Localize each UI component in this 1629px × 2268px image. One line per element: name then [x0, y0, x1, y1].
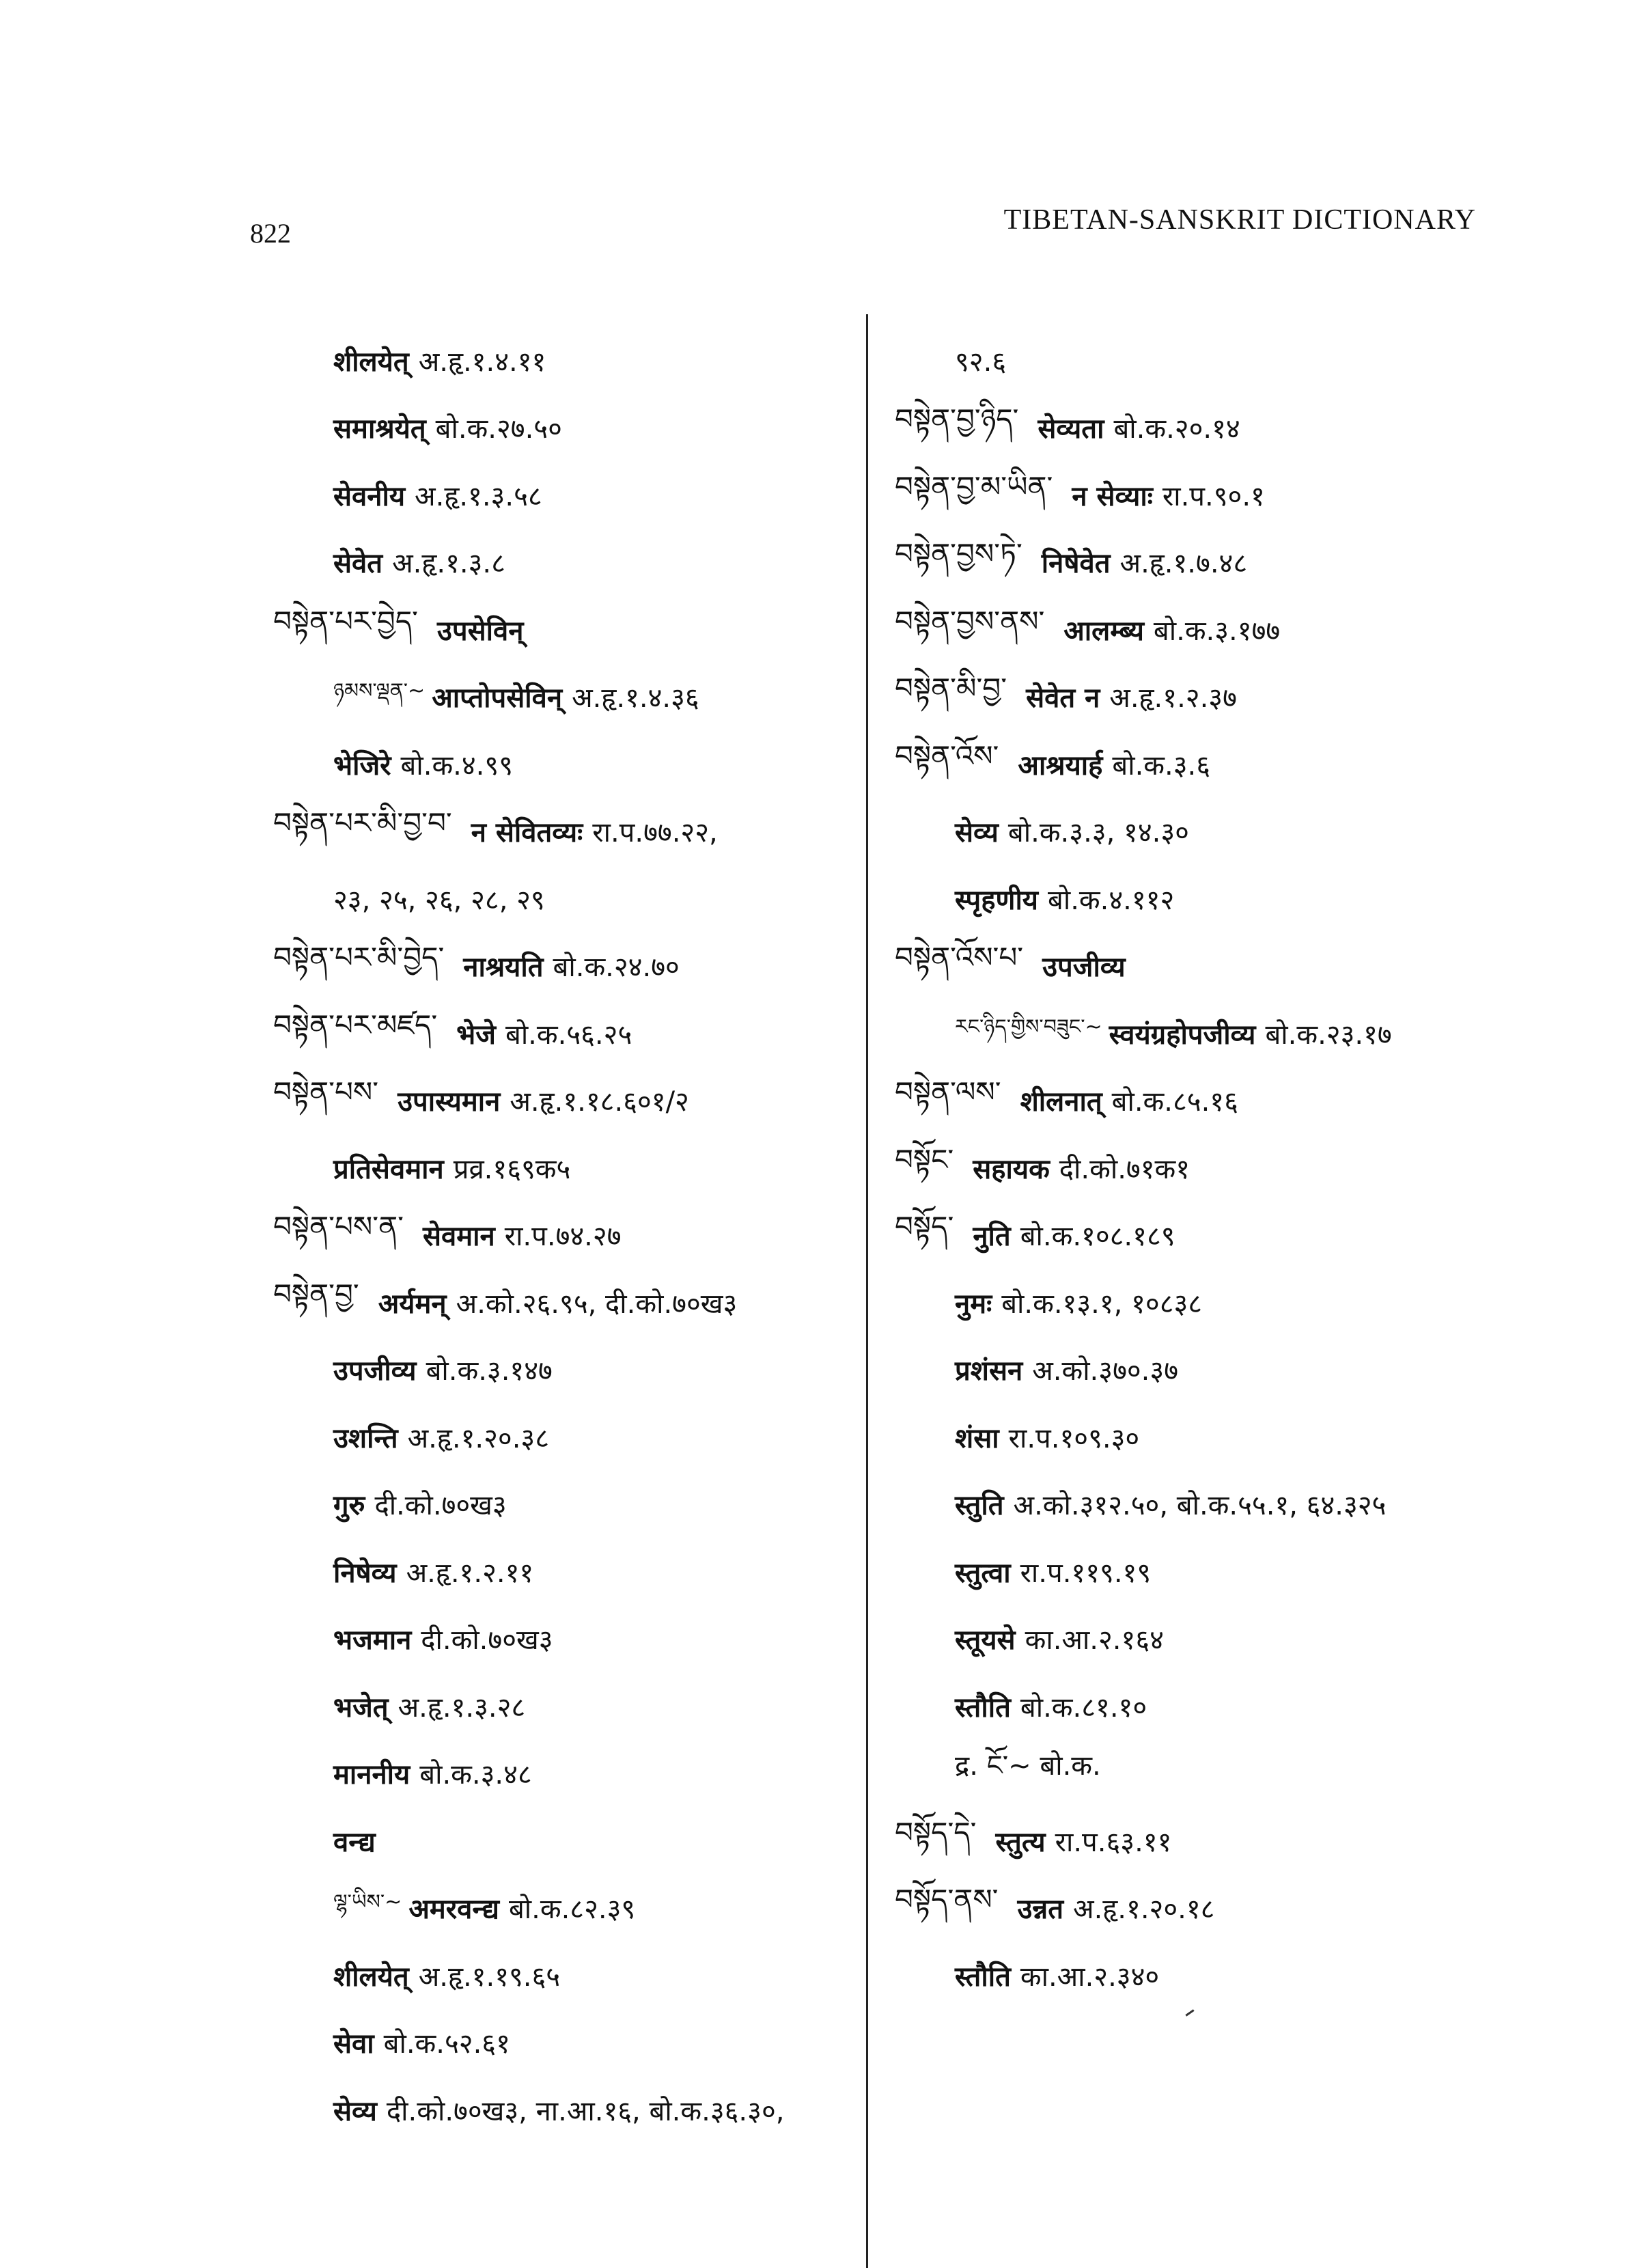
- dictionary-headword: [895, 1875, 1509, 1942]
- tibetan-term: བསྟེན་བྱ་: [273, 1277, 359, 1311]
- dictionary-headword: [273, 1202, 861, 1269]
- sense-line: [895, 1269, 1509, 1336]
- sense-line: [273, 1740, 861, 1808]
- sanskrit-equivalent: स्तौति: [955, 1961, 1011, 1993]
- tibetan-compound-prefix: ལྷ་ཡིས་~: [333, 1890, 402, 1914]
- source-reference: रा.प.६३.११: [1055, 1826, 1172, 1858]
- dictionary-headword: [273, 999, 861, 1067]
- sense-line: [895, 1403, 1509, 1471]
- right-column: [895, 327, 1509, 2009]
- dictionary-headword: [273, 1269, 861, 1336]
- source-reference: अ.हृ.१.२.३७: [1109, 682, 1237, 715]
- sanskrit-equivalent: उपास्यमान: [398, 1086, 501, 1118]
- source-reference: बो.क.१३.१, १०८३८: [1001, 1288, 1203, 1320]
- sense-line: [273, 1471, 861, 1538]
- source-reference: बो.क.२४.७०: [553, 952, 680, 984]
- dictionary-headword: [273, 596, 861, 663]
- source-reference: रा.प.१०९.३०: [1008, 1422, 1140, 1454]
- source-reference: बो.क.४.११२: [1048, 884, 1175, 916]
- sense-line: [273, 1941, 861, 2009]
- source-reference: रा.प.७७.२२,: [592, 817, 718, 849]
- sense-line: [273, 1403, 861, 1471]
- sanskrit-equivalent: सेवनीय: [333, 480, 406, 512]
- tibetan-compound-prefix: ཉམས་ལྡན་~: [333, 678, 426, 703]
- page-number: 822: [250, 218, 291, 249]
- source-reference: दी.को.७१क१: [1059, 1153, 1191, 1185]
- dictionary-headword: [273, 1067, 861, 1135]
- source-reference: अ.हृ.१.२०.३८: [407, 1422, 550, 1454]
- dictionary-headword: [895, 1202, 1509, 1269]
- tibetan-term: བསྟེན་བྱ་མ་ཡིན་: [895, 469, 1053, 503]
- sense-line: [895, 798, 1509, 866]
- sense-line: [273, 1807, 861, 1875]
- sanskrit-equivalent: सेवमान: [422, 1221, 495, 1253]
- dictionary-headword: [895, 663, 1509, 731]
- sense-line: [273, 394, 861, 462]
- tibetan-term: བསྟེན་འོས་པ་: [895, 941, 1024, 975]
- sanskrit-equivalent: अमरवन्द्य: [408, 1894, 499, 1926]
- sanskrit-equivalent: वन्द्य: [333, 1826, 376, 1858]
- source-reference: बो.क.२७.५०: [435, 413, 562, 445]
- sanskrit-equivalent: सहायक: [973, 1153, 1050, 1185]
- sense-line: [273, 1336, 861, 1404]
- tibetan-term: བསྟེན་པས་: [273, 1075, 379, 1109]
- source-reference: अ.हृ.१.४.११: [418, 346, 546, 378]
- source-reference: बो.क.३.४८: [419, 1759, 532, 1791]
- tibetan-term: བསྟེན་ལས་: [895, 1075, 1001, 1109]
- sanskrit-equivalent: स्पृहणीय: [955, 884, 1038, 916]
- sanskrit-equivalent: भजमान: [333, 1624, 412, 1657]
- sense-line: [273, 461, 861, 529]
- dictionary-headword: [895, 932, 1509, 1000]
- source-reference: दी.को.७०ख३: [421, 1624, 553, 1657]
- source-reference: अ.को.३१२.५०, बो.क.५५.१, ६४.३२५: [1013, 1490, 1387, 1522]
- tibetan-term: བསྟེན་མི་བྱ་: [895, 672, 1007, 706]
- source-reference: बो.क.४.९९: [400, 749, 513, 782]
- sanskrit-equivalent: उन्नत: [1017, 1894, 1064, 1926]
- sense-line: [895, 1336, 1509, 1404]
- source-reference: बो.क.३.१७७: [1153, 615, 1281, 647]
- sanskrit-equivalent: सेव्य: [333, 2095, 377, 2127]
- stray-mark: [1185, 2009, 1194, 2016]
- sanskrit-equivalent: माननीय: [333, 1759, 410, 1791]
- sense-line: [895, 1672, 1509, 1740]
- source-reference: रा.प.९०.१: [1162, 480, 1265, 512]
- sense-line: [273, 529, 861, 596]
- sanskrit-equivalent: भेजिरे: [333, 749, 391, 782]
- sense-line: [273, 2009, 861, 2077]
- tibetan-term: བསྟོད་དེ་: [895, 1815, 977, 1849]
- sanskrit-equivalent: उशन्ति: [333, 1422, 398, 1454]
- tibetan-term: བསྟེན་བྱས་ནས་: [895, 604, 1045, 638]
- dictionary-headword: [895, 529, 1509, 596]
- sanskrit-equivalent: शंसा: [955, 1422, 999, 1454]
- continuation-line: [895, 327, 1509, 394]
- dictionary-headword: [895, 461, 1509, 529]
- sanskrit-equivalent: सेवेत न: [1026, 682, 1100, 715]
- tibetan-term: བསྟེན་འོས་: [895, 738, 999, 773]
- sanskrit-equivalent: न सेवितव्यः: [471, 817, 583, 849]
- sanskrit-equivalent: स्तुत्वा: [955, 1557, 1011, 1589]
- sanskrit-equivalent: प्रतिसेवमान: [333, 1153, 444, 1185]
- source-reference: बो.क.२३.१७: [1265, 1019, 1392, 1051]
- sense-line: [895, 1941, 1509, 2009]
- tibetan-term: བསྟེན་པར་མཛད་: [273, 1008, 438, 1042]
- tibetan-term: བསྟེན་པར་མི་བྱེད་: [273, 941, 445, 975]
- source-reference: द्र. ངོ་~ बो.क.: [955, 1750, 1101, 1782]
- dictionary-headword: [895, 596, 1509, 663]
- dictionary-headword: [895, 1134, 1509, 1202]
- source-reference: अ.हृ.१.२०.१८: [1073, 1894, 1215, 1926]
- sanskrit-equivalent: उपजीव्य: [1042, 952, 1126, 984]
- source-reference: अ.हृ.१.२.११: [406, 1557, 534, 1589]
- sanskrit-equivalent: आप्तोपसेविन्: [432, 682, 563, 715]
- source-reference: दी.को.७०ख३: [374, 1490, 507, 1522]
- source-reference: बो.क.३.१४७: [426, 1355, 553, 1387]
- source-reference: अ.हृ.१.७.४८: [1119, 548, 1248, 580]
- source-reference: बो.क.८२.३९: [508, 1894, 636, 1926]
- sanskrit-equivalent: सेव्य: [955, 817, 999, 849]
- source-reference: अ.हृ.१.१८.६०१/२: [510, 1086, 689, 1118]
- source-reference: बो.क.१०८.१८९: [1020, 1221, 1175, 1253]
- source-reference: बो.क.२०.१४: [1113, 413, 1240, 445]
- sanskrit-equivalent: शीलयेत्: [333, 346, 409, 378]
- source-reference: बो.क.५२.६१: [383, 2028, 510, 2060]
- source-reference: बो.क.३.३, १४.३०: [1007, 817, 1189, 849]
- sanskrit-equivalent: समाश्रयेत्: [333, 413, 426, 445]
- source-reference: बो.क.८१.१०: [1020, 1691, 1147, 1724]
- source-reference: अ.हृ.१.३.२८: [398, 1691, 526, 1724]
- sense-line: [895, 1605, 1509, 1673]
- tibetan-term: བསྟོང་: [895, 1142, 954, 1176]
- sense-line: [273, 1605, 861, 1673]
- sanskrit-equivalent: सेवा: [333, 2028, 374, 2060]
- sanskrit-equivalent: नुति: [973, 1221, 1011, 1253]
- source-reference: अ.हृ.१.३.५८: [415, 480, 542, 512]
- tibetan-term: བསྟེན་པས་ན་: [273, 1210, 404, 1244]
- sense-line: [273, 730, 861, 798]
- sense-line: [273, 1538, 861, 1605]
- source-reference: अ.हृ.१.३.८: [392, 548, 505, 580]
- sense-line: [273, 663, 861, 731]
- sense-line: [273, 1134, 861, 1202]
- sanskrit-equivalent: स्तुति: [955, 1490, 1004, 1522]
- sanskrit-equivalent: गुरु: [333, 1490, 365, 1522]
- sense-line: [273, 327, 861, 394]
- source-reference: बो.क.५६.२५: [505, 1019, 632, 1051]
- source-reference: २३, २५, २६, २८, २९: [333, 884, 545, 916]
- sanskrit-equivalent: आलम्ब्य: [1063, 615, 1144, 647]
- source-reference: बो.क.३.६: [1112, 749, 1211, 782]
- source-reference: बो.क.८५.१६: [1111, 1086, 1238, 1118]
- tibetan-term: བསྟེན་པར་མི་བྱ་བ་: [273, 806, 452, 840]
- sense-line: [273, 1875, 861, 1942]
- dictionary-headword: [273, 932, 861, 1000]
- sense-line: [895, 999, 1509, 1067]
- column-divider: [866, 314, 868, 2268]
- sanskrit-equivalent: सेवेत: [333, 548, 383, 580]
- running-head: TIBETAN-SANSKRIT DICTIONARY: [1003, 204, 1476, 236]
- sanskrit-equivalent: शीलनात्: [1020, 1086, 1102, 1118]
- tibetan-term: བསྟོད་: [895, 1210, 954, 1244]
- sanskrit-equivalent: भेजे: [456, 1019, 496, 1051]
- sanskrit-equivalent: प्रशंसन: [955, 1355, 1023, 1387]
- sanskrit-equivalent: स्तुत्य: [995, 1826, 1046, 1858]
- tibetan-term: བསྟོད་ནས་: [895, 1883, 999, 1917]
- sanskrit-equivalent: शीलयेत्: [333, 1961, 409, 1993]
- sense-line: [895, 1471, 1509, 1538]
- dictionary-headword: [895, 1067, 1509, 1135]
- sense-line: [895, 1740, 1509, 1808]
- sanskrit-equivalent: भजेत्: [333, 1691, 389, 1724]
- sanskrit-equivalent: उपजीव्य: [333, 1355, 417, 1387]
- sanskrit-equivalent: आश्रयार्ह: [1018, 749, 1103, 782]
- sanskrit-equivalent: उपसेविन्: [436, 615, 524, 647]
- source-reference: रा.प.७४.२७: [504, 1221, 622, 1253]
- left-column: [273, 327, 861, 2144]
- sanskrit-equivalent: न सेव्याः: [1072, 480, 1153, 512]
- dictionary-headword: [273, 798, 861, 866]
- source-reference: दी.को.७०ख३, ना.आ.१६, बो.क.३६.३०,: [386, 2095, 785, 2127]
- sanskrit-equivalent: स्तौति: [955, 1691, 1011, 1724]
- sanskrit-equivalent: सेव्यता: [1038, 413, 1104, 445]
- sanskrit-equivalent: स्वयंग्रहोपजीव्य: [1109, 1019, 1256, 1051]
- dictionary-headword: [895, 730, 1509, 798]
- source-reference: का.आ.२.१६४: [1025, 1624, 1164, 1657]
- source-reference: का.आ.२.३४०: [1020, 1961, 1160, 1993]
- sense-line: [895, 865, 1509, 932]
- source-reference: अ.हृ.१.४.३६: [572, 682, 699, 715]
- dictionary-headword: [895, 1807, 1509, 1875]
- sanskrit-equivalent: अर्यमन्: [378, 1288, 447, 1320]
- sense-line: [895, 1538, 1509, 1605]
- source-reference: रा.प.११९.१९: [1020, 1557, 1152, 1589]
- sanskrit-equivalent: स्तूयसे: [955, 1624, 1016, 1657]
- dictionary-headword: [895, 394, 1509, 462]
- sanskrit-equivalent: नुमः: [955, 1288, 992, 1320]
- sanskrit-equivalent: निषेवेत: [1041, 548, 1111, 580]
- source-reference: प्रव्र.१६९क५: [453, 1153, 571, 1185]
- source-reference: अ.को.३७०.३७: [1032, 1355, 1178, 1387]
- sanskrit-equivalent: नाश्रयति: [463, 952, 544, 984]
- sanskrit-equivalent: निषेव्य: [333, 1557, 397, 1589]
- tibetan-term: བསྟེན་བྱས་ཏེ་: [895, 537, 1022, 571]
- sense-line: [273, 2076, 861, 2144]
- source-reference: अ.को.२६.९५, दी.को.७०ख३: [456, 1288, 738, 1320]
- source-reference: ९२.६: [955, 346, 1007, 378]
- sense-line: [273, 1672, 861, 1740]
- continuation-line: [273, 865, 861, 932]
- tibetan-term: བསྟེན་པར་བྱེད་: [273, 604, 418, 638]
- source-reference: अ.हृ.१.१९.६५: [418, 1961, 561, 1993]
- tibetan-compound-prefix: རང་ཉིད་གྱིས་བཟུང་~: [955, 1015, 1102, 1040]
- tibetan-term: བསྟེན་བྱ་ཉིད་: [895, 402, 1019, 437]
